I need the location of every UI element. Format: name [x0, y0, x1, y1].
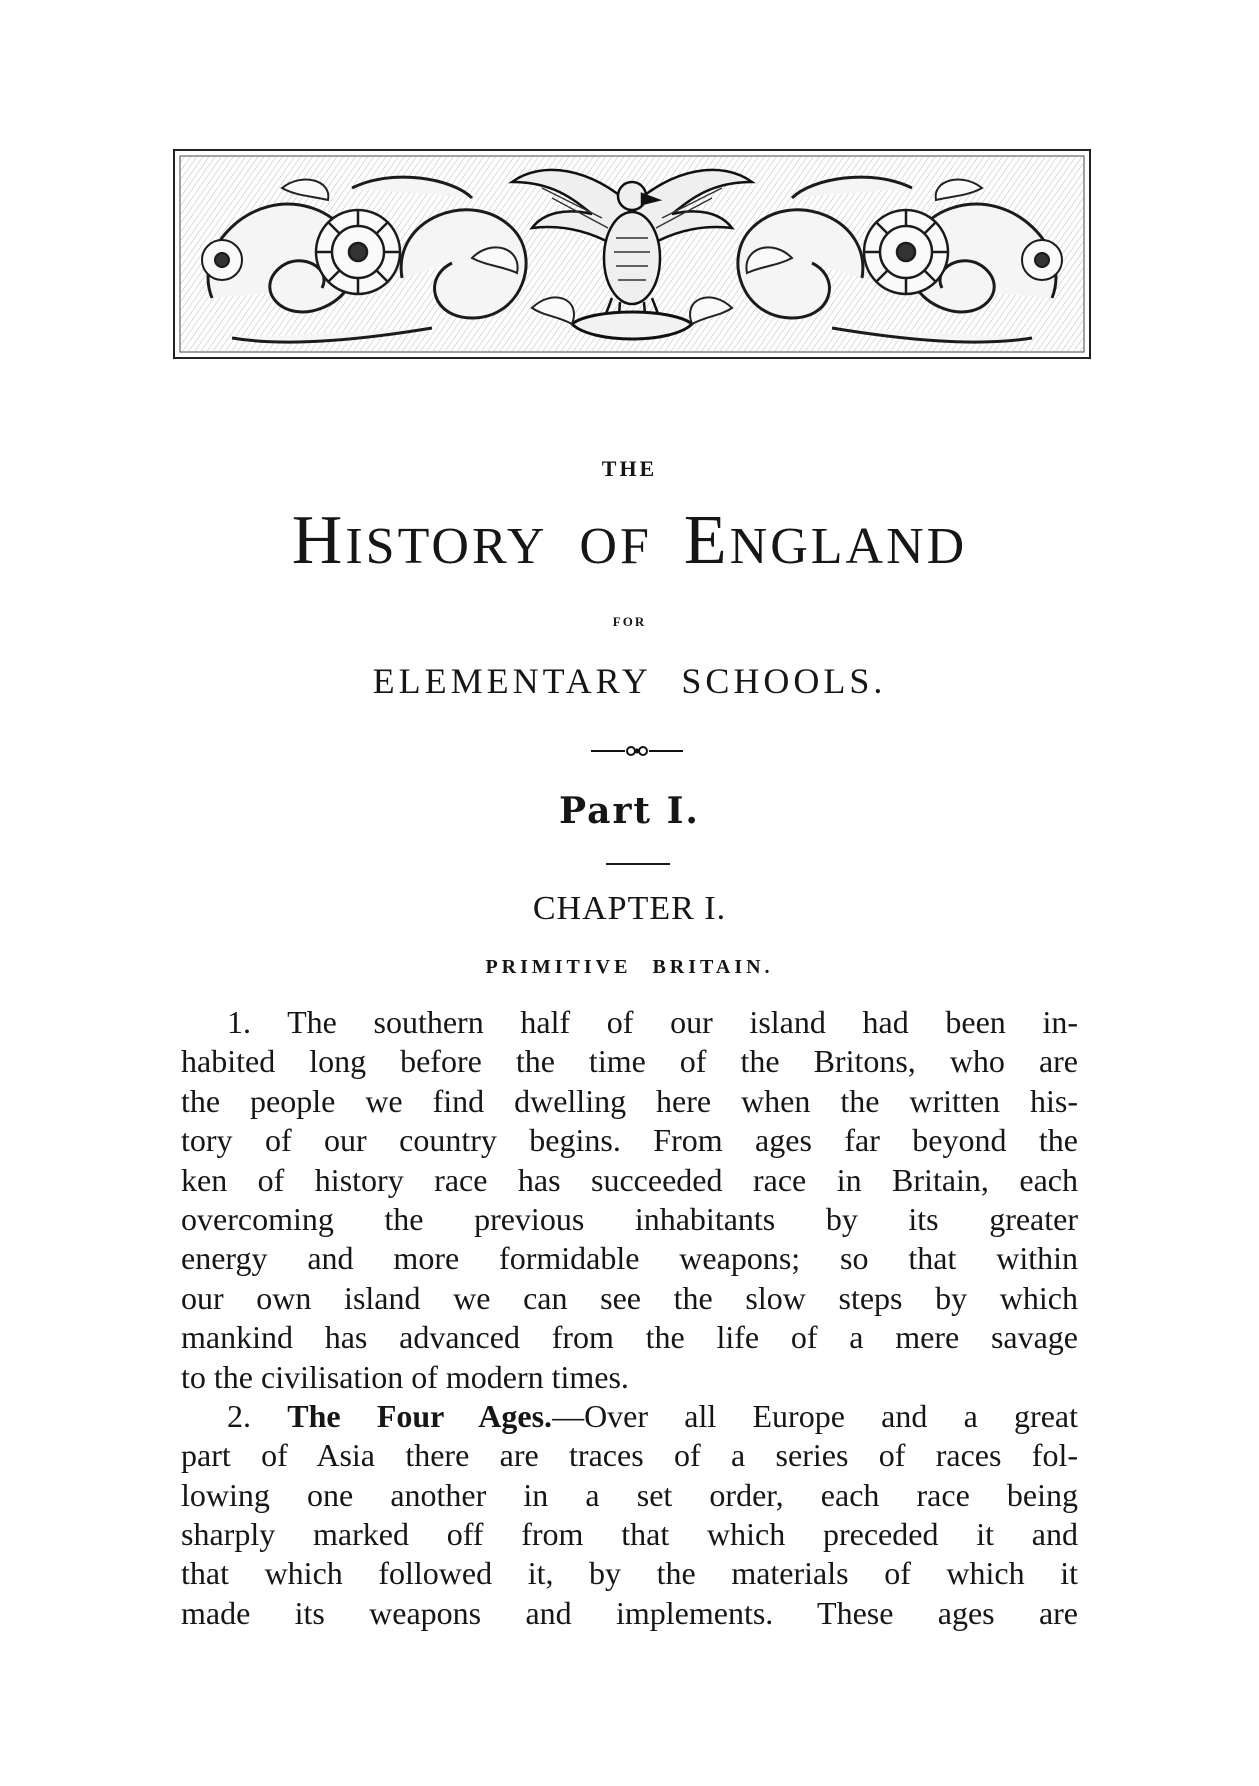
book-title-smallcaps: [292, 502, 967, 579]
title-preposition: FOR: [612, 614, 647, 629]
title-word: OF: [579, 518, 652, 575]
paragraph-line: made its weapons and implements. These ages are: [181, 1594, 1078, 1631]
paragraph-line: 2. The Four Ages.—Over all Europe and a great: [227, 1397, 1079, 1434]
paragraph-line: that which followed it, by the materials of which it: [181, 1555, 1078, 1592]
paragraph-line: tory of our country begins. From ages far beyond the: [181, 1122, 1078, 1159]
paragraph-number: 2.: [227, 1397, 251, 1434]
chapter-subtitle: PRIMITIVE BRITAIN.: [485, 956, 774, 978]
book-subtitle: ELEMENTARY SCHOOLS.: [372, 661, 887, 701]
title-word: HISTORY: [291, 502, 548, 579]
flourish-divider-icon: [591, 744, 683, 758]
part-label: Part I.: [559, 790, 700, 832]
paragraph-line: the people we find dwelling here when the written his-: [181, 1082, 1078, 1119]
book-title: [0, 502, 1259, 579]
paragraph-number: 1.: [227, 1004, 251, 1040]
paragraph-line: to the civilisation of modern times.: [181, 1358, 629, 1395]
section-rule: [606, 863, 670, 865]
decorative-headpiece-eagle-icon: [172, 148, 1092, 360]
title-word: ENGLAND: [683, 502, 968, 579]
paragraph-line: part of Asia there are traces of a series of races fol-: [181, 1437, 1078, 1474]
chapter-body: [181, 1003, 1078, 1633]
paragraph-line: 1. The southern half of our island had been in-: [227, 1004, 1079, 1040]
chapter-heading: CHAPTER I.: [532, 890, 727, 927]
paragraph-line: habited long before the time of the Britons, who are: [181, 1043, 1078, 1080]
paragraph-line: sharply marked off from that which preceded it and: [181, 1516, 1078, 1553]
paragraph-line: energy and more formidable weapons; so that within: [181, 1240, 1078, 1277]
paragraph-line: our own island we can see the slow steps by which: [181, 1279, 1078, 1316]
run-in-heading: The Four Ages.: [287, 1397, 553, 1434]
paragraph-line: lowing one another in a set order, each race being: [181, 1476, 1078, 1513]
paragraph-line: ken of history race has succeeded race in Britain, each: [181, 1161, 1078, 1198]
paragraph-line: mankind has advanced from the life of a mere savage: [181, 1319, 1078, 1356]
title-article: THE: [601, 456, 658, 481]
paragraph-line: overcoming the previous inhabitants by its greater: [181, 1200, 1078, 1237]
